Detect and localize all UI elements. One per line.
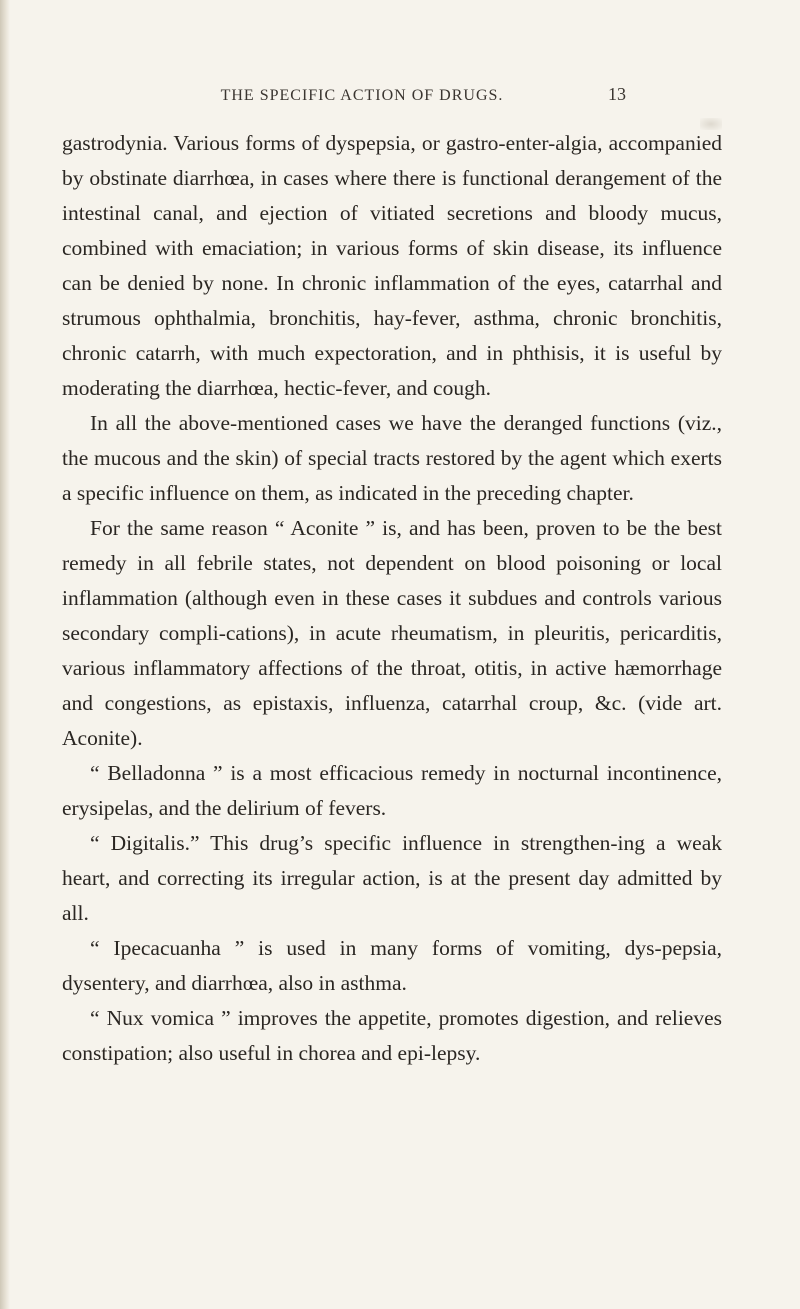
paragraph: “ Ipecacuanha ” is used in many forms of vomiting, dys-pepsia, dysentery, and diarrhœa, also in asthma. <box>62 936 722 995</box>
page-binding-edge <box>0 0 10 1309</box>
page-number: 13 <box>608 84 626 104</box>
paragraph: “ Nux vomica ” improves the appetite, promotes digestion, and relieves constipation; also useful in chorea and epi-lepsy. <box>62 1006 722 1065</box>
paragraph: gastrodynia. Various forms of dyspepsia, or gastro-enter-algia, accompanied by obstinate diarrhœa, in cases where there is functional derangement of the intestinal canal, and ejection of vitiated secretions and bloody mucus, combined with emaciation; in various forms of skin disease, its influence can be denied by none. In chronic inflammation of the eyes, catarrhal and strumous ophthalmia, bronchitis, hay-fever, asthma, chronic bronchitis, chronic catarrh, with much expectoration, and in phthisis, it is useful by moderating the diarrhœa, hectic-fever, and cough. <box>62 131 722 400</box>
paragraph: In all the above-mentioned cases we have the deranged functions (viz., the mucous and the skin) of special tracts restored by the agent which exerts a specific influence on them, as indicated in the preceding chapter. <box>62 411 722 505</box>
paragraph: “ Belladonna ” is a most efficacious remedy in nocturnal incontinence, erysipelas, and the delirium of fevers. <box>62 761 722 820</box>
body-text <box>62 126 722 1071</box>
paragraph: For the same reason “ Aconite ” is, and has been, proven to be the best remedy in all febrile states, not dependent on blood poisoning or local inflammation (although even in these cases it subdues and controls various secondary compli-cations), in acute rheumatism, in pleuritis, pericarditis, various inflammatory affections of the throat, otitis, in active hæmorrhage and congestions, as epistaxis, influenza, catarrhal croup, &c. (vide art. Aconite). <box>62 516 722 750</box>
paragraph: “ Digitalis.” This drug’s specific influence in strengthen-ing a weak heart, and correcting its irregular action, is at the present day admitted by all. <box>62 831 722 925</box>
running-head: THE SPECIFIC ACTION OF DRUGS. <box>220 87 504 104</box>
